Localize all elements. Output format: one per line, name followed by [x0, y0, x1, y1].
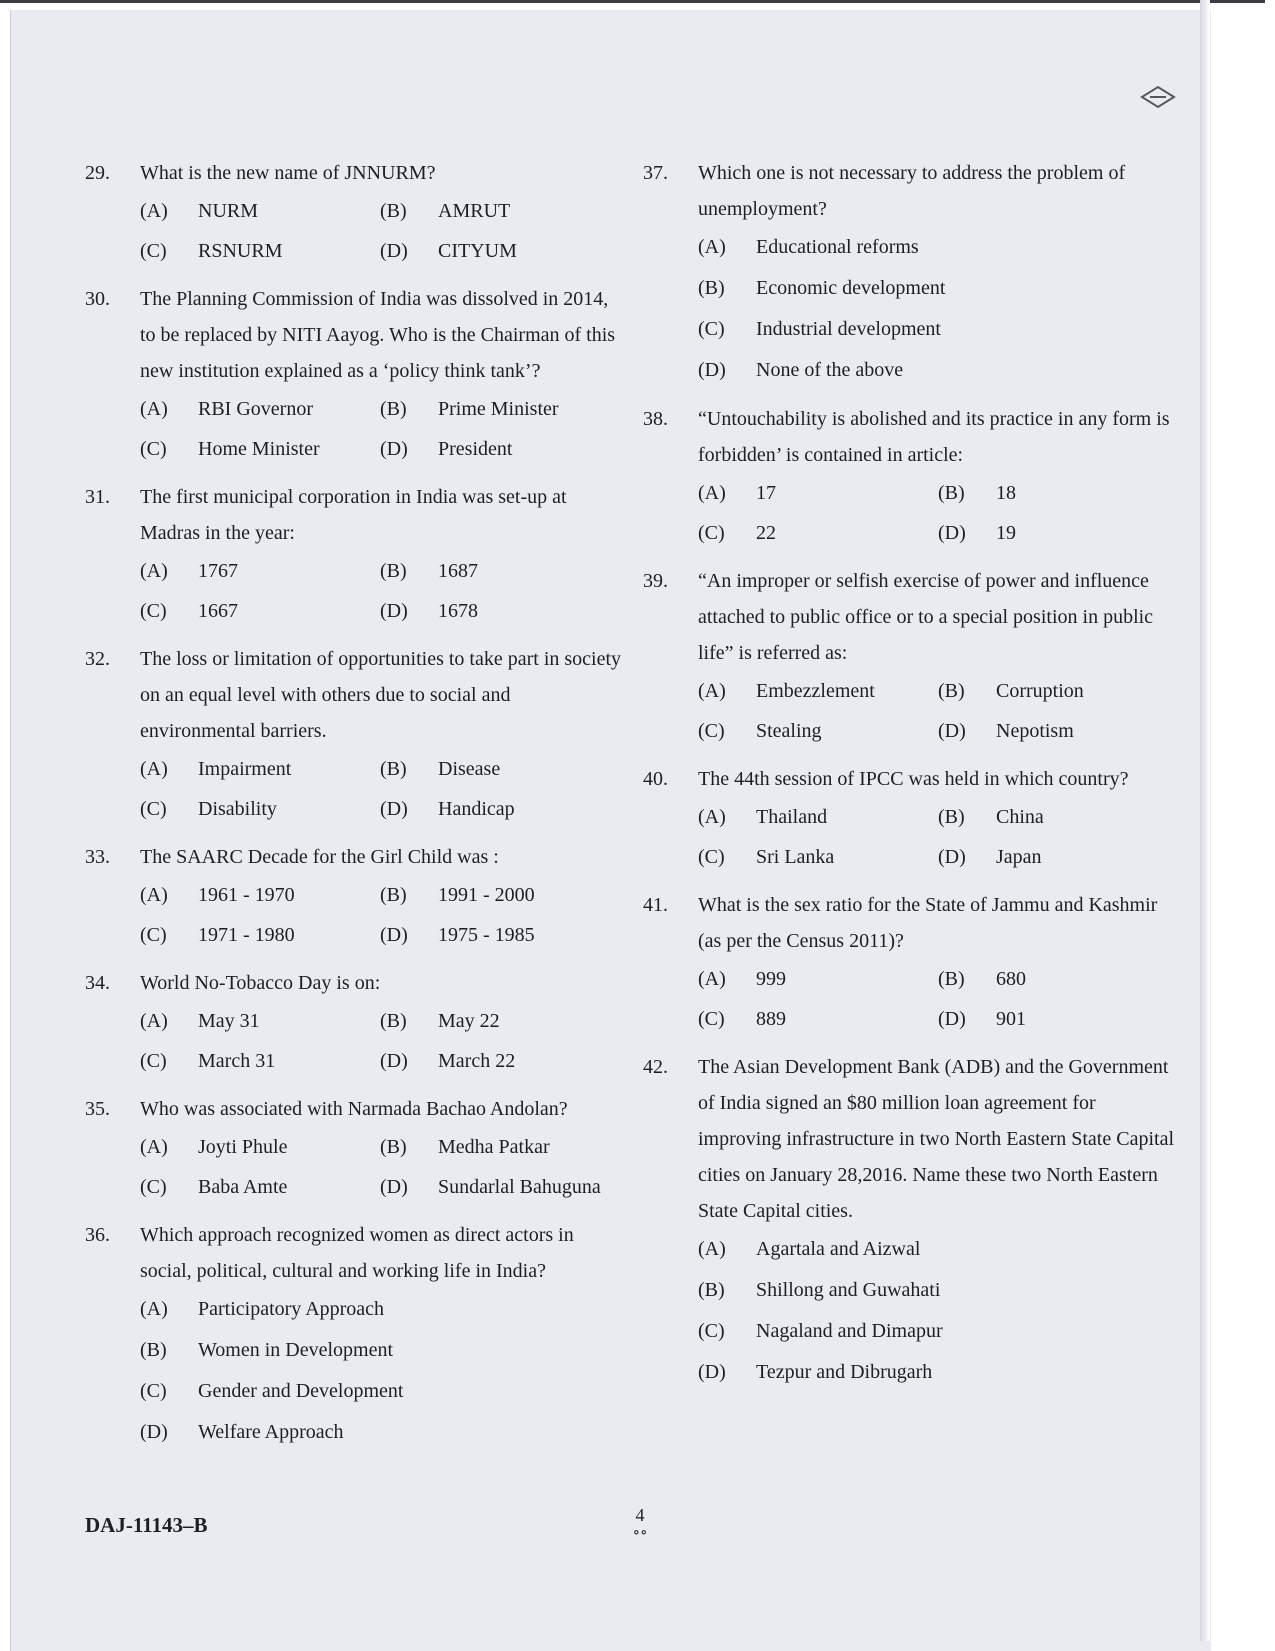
option-b: (B) 18	[938, 482, 1016, 504]
options	[140, 191, 625, 271]
option-c: (C) Industrial development	[698, 318, 941, 340]
question-number: 31.	[85, 486, 110, 508]
question-text: The loss or limitation of opportunities to take part in society on an equal level with others due to social and environmental barriers.	[140, 648, 622, 742]
option-b: (B) 1991 - 2000	[380, 884, 535, 906]
option-b: (B) May 22	[380, 1010, 500, 1032]
question-32	[85, 641, 625, 829]
question-35	[85, 1091, 625, 1207]
option-d: (D) Handicap	[380, 798, 515, 820]
option-b: (B) 680	[938, 968, 1026, 990]
page-number-text: 4	[635, 1505, 645, 1525]
page-number	[620, 1506, 660, 1542]
option-c: (C) 1971 - 1980	[140, 924, 295, 946]
left-column	[85, 155, 625, 1463]
option-d: (D) None of the above	[698, 359, 904, 381]
option-d: (D) Japan	[938, 846, 1042, 868]
question-number: 30.	[85, 288, 110, 310]
options	[698, 671, 1178, 751]
question-number: 35.	[85, 1098, 110, 1120]
option-c: (C) RSNURM	[140, 240, 283, 262]
right-column	[643, 155, 1178, 1403]
options	[698, 959, 1178, 1039]
question-text: The 44th session of IPCC was held in which country?	[698, 768, 1129, 790]
option-d: (D) President	[380, 438, 513, 460]
option-a: (A) May 31	[140, 1010, 260, 1032]
question-38	[643, 401, 1178, 553]
booklet-code: DAJ-11143–B	[85, 1513, 208, 1537]
question-30	[85, 281, 625, 469]
option-c: (C) Baba Amte	[140, 1176, 288, 1198]
option-a: (A) NURM	[140, 200, 259, 222]
options	[140, 875, 625, 955]
option-b: (B) Women in Development	[140, 1339, 394, 1361]
option-a: (A) Embezzlement	[698, 680, 875, 702]
question-text: World No-Tobacco Day is on:	[140, 972, 381, 994]
option-b: (B) China	[938, 806, 1044, 828]
option-b: (B) Economic development	[698, 277, 946, 299]
question-text: What is the new name of JNNURM?	[140, 162, 436, 184]
page-mark: ∘∘	[632, 1525, 648, 1541]
page-edge	[1200, 0, 1210, 1641]
question-text: “Untouchability is abolished and its practice in any form is forbidden’ is contained in article:	[698, 408, 1170, 466]
question-text: What is the sex ratio for the State of Jammu and Kashmir (as per the Census 2011)?	[698, 894, 1158, 952]
question-number: 41.	[643, 894, 668, 916]
question-text: “An improper or selfish exercise of power and influence attached to public office or to a special position in public life” is referred as:	[698, 570, 1154, 664]
option-a: (A) Impairment	[140, 758, 292, 780]
question-number: 29.	[85, 162, 110, 184]
option-b: (B) Prime Minister	[380, 398, 559, 420]
question-42	[643, 1049, 1178, 1393]
options	[140, 1289, 625, 1453]
option-c: (C) Sri Lanka	[698, 846, 835, 868]
option-c: (C) Nagaland and Dimapur	[698, 1320, 943, 1342]
option-d: (D) 901	[938, 1008, 1026, 1030]
option-c: (C) March 31	[140, 1050, 276, 1072]
question-number: 37.	[643, 162, 668, 184]
options	[140, 551, 625, 631]
question-39	[643, 563, 1178, 751]
option-b: (B) Corruption	[938, 680, 1084, 702]
question-number: 33.	[85, 846, 110, 868]
question-number: 42.	[643, 1056, 668, 1078]
question-number: 40.	[643, 768, 668, 790]
option-a: (A) Participatory Approach	[140, 1298, 385, 1320]
question-34	[85, 965, 625, 1081]
options	[140, 749, 625, 829]
options	[698, 797, 1178, 877]
question-text: The Asian Development Bank (ADB) and the Government of India signed an $80 million loan agreement for improving infrastructure in two North Eastern State Capital cities on January 28,2016. Name these two North Eastern State Capital cities.	[698, 1056, 1174, 1222]
top-border-line	[0, 0, 1265, 3]
question-37	[643, 155, 1178, 391]
question-33	[85, 839, 625, 955]
option-a: (A) RBI Governor	[140, 398, 313, 420]
option-a: (A) Thailand	[698, 806, 828, 828]
question-29	[85, 155, 625, 271]
option-a: (A) 1767	[140, 560, 238, 582]
option-d: (D) 1678	[380, 600, 478, 622]
option-c: (C) 889	[698, 1008, 786, 1030]
question-40	[643, 761, 1178, 877]
option-b: (B) Medha Patkar	[380, 1136, 550, 1158]
option-a: (A) Agartala and Aizwal	[698, 1238, 921, 1260]
options	[698, 1229, 1178, 1393]
question-31	[85, 479, 625, 631]
question-36	[85, 1217, 625, 1453]
option-c: (C) Disability	[140, 798, 277, 820]
option-d: (D) Sundarlal Bahuguna	[380, 1176, 601, 1198]
question-text: Which approach recognized women as direct actors in social, political, cultural and working life in India?	[140, 1224, 574, 1282]
options	[698, 227, 1178, 391]
options	[140, 389, 625, 469]
option-b: (B) Shillong and Guwahati	[698, 1279, 941, 1301]
option-d: (D) Tezpur and Dibrugarh	[698, 1361, 933, 1383]
question-number: 32.	[85, 648, 110, 670]
question-number: 36.	[85, 1224, 110, 1246]
option-d: (D) CITYUM	[380, 240, 517, 262]
question-text: The SAARC Decade for the Girl Child was :	[140, 846, 499, 868]
option-d: (D) Nepotism	[938, 720, 1074, 742]
question-number: 39.	[643, 570, 668, 592]
question-text: The Planning Commission of India was dissolved in 2014, to be replaced by NITI Aayog. Who is the Chairman of this new institution explained as a ‘policy think tank’?	[140, 288, 616, 382]
question-number: 38.	[643, 408, 668, 430]
option-c: (C) Gender and Development	[140, 1380, 404, 1402]
option-a: (A) Joyti Phule	[140, 1136, 288, 1158]
option-a: (A) 1961 - 1970	[140, 884, 295, 906]
option-d: (D) Welfare Approach	[140, 1421, 344, 1443]
option-b: (B) Disease	[380, 758, 501, 780]
option-b: (B) AMRUT	[380, 200, 511, 222]
question-text: Which one is not necessary to address the problem of unemployment?	[698, 162, 1126, 220]
option-d: (D) 1975 - 1985	[380, 924, 535, 946]
question-text: Who was associated with Narmada Bachao Andolan?	[140, 1098, 568, 1120]
options	[140, 1127, 625, 1207]
diamond-mark-icon	[1140, 85, 1176, 109]
question-text: The first municipal corporation in India was set-up at Madras in the year:	[140, 486, 567, 544]
option-a: (A) Educational reforms	[698, 236, 919, 258]
option-c: (C) 1667	[140, 600, 238, 622]
option-c: (C) 22	[698, 522, 776, 544]
option-c: (C) Home Minister	[140, 438, 320, 460]
option-a: (A) 17	[698, 482, 776, 504]
option-d: (D) 19	[938, 522, 1016, 544]
option-c: (C) Stealing	[698, 720, 822, 742]
options	[698, 473, 1178, 553]
option-b: (B) 1687	[380, 560, 478, 582]
options	[140, 1001, 625, 1081]
question-41	[643, 887, 1178, 1039]
option-d: (D) March 22	[380, 1050, 516, 1072]
option-a: (A) 999	[698, 968, 786, 990]
question-number: 34.	[85, 972, 110, 994]
